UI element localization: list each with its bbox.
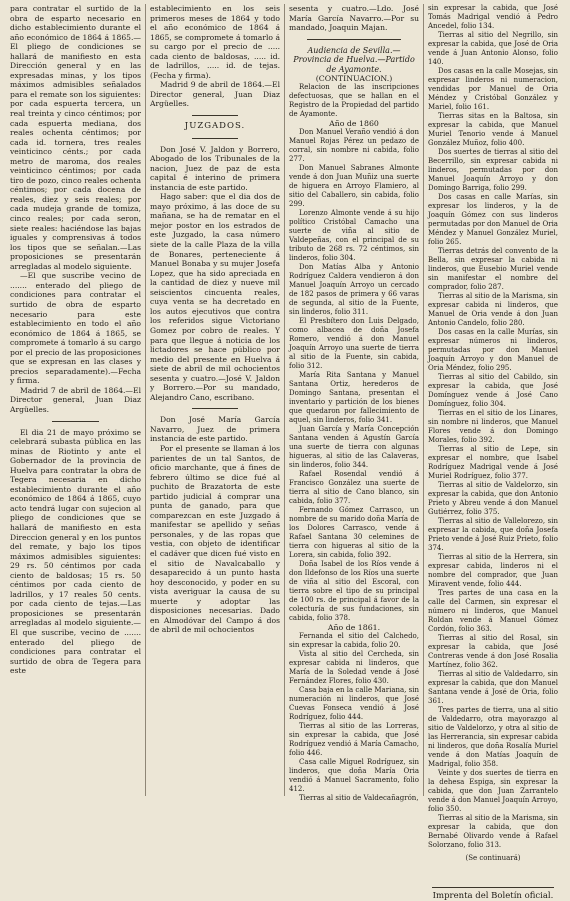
registry-entry: Dos casas en la calle Mosejas, sin expresar linderos ni numeracion, vendidas por Manuel de Oria Méndez y Cristóbal González y Mariel, folio 161.	[428, 67, 558, 111]
column-2	[145, 4, 284, 796]
registry-entry: Veinte y dos suertes de tierra en la dehesa Espiga, sin expresar la cabida, que don Juan Zarrantelo vende á don Manuel Joaquín Arroyo, folio 350.	[428, 769, 558, 813]
registry-entry: Casa baja en la calle Mariana, sin numeración ni linderos, que José Cuevas Fonseca vendió á José Rodríguez, folio 444.	[289, 686, 419, 721]
column-3	[284, 4, 423, 802]
registry-entry: María Rita Santana y Manuel Santana Ortiz, herederos de Domingo Santana, presentan el inventario y partición de los bienes que quedaron por fallecimiento de aquel, sin linderos, folio 341.	[289, 371, 419, 424]
registry-entry: Tres partes de una casa en la calle del Carmen, sin expresar el número ni linderos, que Manuel Roldan vende á Manuel Gómez Cordón, folio 363.	[428, 589, 558, 633]
registry-entry: Juan García y María Concepción Santana venden á Agustín García una suerte de tierra con algunas higueras, al sitio de las Calaveras, sin linderos, folio 344.	[289, 425, 419, 469]
registry-entry: Fernando Gómez Carrasco, un nombre de su marido doña María de los Dolores Carrasco, vende á Rafael Santana 30 celemines de tierra con higueras al sitio de la Lorera, sin cabida, folio 392.	[289, 506, 419, 559]
registry-entry: Casa calle Miguel Rodríguez, sin linderos, que doña María Oria vendió á Manuel Sacramento, folio 412.	[289, 758, 419, 793]
registry-entry: Tierras al sitio de Vallelorezo, sin expresar la cabida, que doña Josefa Prieto vende á José Ruiz Prieto, folio 374.	[428, 517, 558, 552]
column-4	[423, 4, 562, 901]
divider	[432, 887, 554, 888]
registry-intro: Relacion de las inscripciones defectuosas, que se hallan en el Registro de la Propiedad del partido de Ayamonte.	[289, 83, 419, 118]
notice-tegera-signature: Madrid 9 de abril de 1864.—El Director general, Juan Diaz Argüelles.	[150, 80, 280, 109]
divider	[192, 115, 238, 116]
continuation-label: (CONTINUACION.)	[315, 74, 393, 83]
edict-jaldon-text: Hago saber: que el dia dos de mayo próximo, á las doce de su mañana, se ha de rematar en el mejor postor en los estrados de este Juzgado, la casa número siete de la calle Plaza de la villa de Bonares, perteneciente á Manuel Bonaba y su mujer Josefa Lopez, que ha sido apreciada en la cantidad de diez y nueve mil seiscientos cincuenta reales, cuya venta se ha decretado en los autos ejecutivos que contra los referidos sigue Victoriano Gomez por cobro de reales. Y para que llegue á noticia de los lictadores se hace público por medio del presente en Huelva á siete de abril de mil ochocientos sesenta y cuatro.—José V. Jaldon y Borrero.—Por su mandado, Alejandro Cano, escribano.	[150, 192, 280, 402]
registry-entry: Doña Isabel de los Ríos vende á don Ildefonso de los Ríos una suerte de viña al sitio del Escoral, con tierra sobre el tipo de su principal de 100 rs. de principal á favor de la colecturía de sus fundaciones, sin cabida, folio 378.	[289, 560, 419, 622]
continuation-note: (Se continuará)	[465, 854, 521, 862]
notice-tegera-continued: establecimiento en los seis primeros meses de 1864 y todo el año económico de 1864 á 1865, se compromete á tomarlo á su cargo por el precio de ..... cada ciento de baldosas, ..... id. de ladrillos, ..... id. de tejas. (Fecha y firma).	[150, 4, 280, 80]
registry-entry: Dos casas en la calle Murías, sin expresar números ni linderos, permutadas por don Manuel Joaquín Arroyo y don Manuel de Oria Méndez, folio 295.	[428, 328, 558, 372]
edict-garcia-header: Don José María García Navarro, Juez de primera instancia de este partido.	[150, 415, 280, 444]
year-1860: Año de 1860	[329, 119, 379, 128]
registry-entry: Vista al sitio del Cercheda, sin expresar cabida ni linderos, que María de la Soledad vende á José Fernández Flores, folio 430.	[289, 650, 419, 685]
registry-entry: El Presbítero don Luis Delgado, como albacea de doña Josefa Romero, vendió á don Manuel Joaquín Arroyo una suerte de tierra al sitio de la Fuente, sin cabida, folio 312.	[289, 317, 419, 370]
divider	[192, 408, 238, 409]
registry-entry: Fernanda el sitio del Calchedo, sin expresar la cabida, folio 20.	[289, 632, 419, 649]
year-1861: Año de 1861.	[327, 623, 381, 632]
registry-entry: Tierras al sitio de la Herrera, sin expresar cabida, linderos ni el nombre del comprador, que Juan Miravent vende, folio 444.	[428, 553, 558, 588]
divider	[307, 39, 401, 40]
notice-esparto-signature: Madrid 7 de abril de 1864.—El Director general, Juan Diaz Argüelles.	[10, 385, 141, 414]
registry-entry: Tres partes de tierra, una al sitio de Valdedarro, otra mayorazgo al sitio de Valdelorzo, y otra al sitio de las Herrerancia, sin expresar cabida ni linderos, que doña Rosalía Muriel vende á don Matías Joaquín de Madrigal, folio 358.	[428, 706, 558, 768]
edict-garcia-text: Por el presente se llaman á los parientes de un tal Santos, de oficio marchante, que á fines de febrero último se dice fué al puchito de Brazatorta de este partido judicial á comprar una punta de ganado, para que comparezcan en este Juzgado á manifestar se apellido y señas personales, y de las ropas que vestia, con objeto de identificar el cadáver que dicen fué visto en el sitio de Navalcaballo y desaparecido á un punto hasta hoy desconocido, y poder en su vista averiguar la causa de su muerte y adoptar las disposiciones necesarias. Dado en Almodóvar del Campo á dos de abril de mil ochocientos	[150, 443, 280, 635]
notice-esparto-model: —El que suscribe vecino de ....... enterado del pliego de condiciones para contratar el surtido de obra de esparto necesario para este establecimiento en todo el año económico de 1864 á 1865, se compromete á tomarlo á su cargo por el precio de las proposiciones que se expresan en las clases y precios separadamente).—Fecha y firma.	[10, 271, 141, 386]
edict-garcia-end: sesenta y cuatro.—Ldo. José María García Navarro.—Por su mandado, Joaquin Majan.	[289, 4, 419, 32]
registry-entry: Tierras al sitio de Lepe, sin expresar el nombre, que Isabel Rodríguez Madrigal vende á José Muriel Rodríguez, folio 377.	[428, 445, 558, 480]
registry-entry: Tierras en el sitio de los Linares, sin nombre ni linderos, que Manuel Flores vende á don Domingo Morales, folio 392.	[428, 409, 558, 444]
registry-heading: Audiencia de Sevilla.—Provincia de Huelva.—Partido de Ayamonte.	[293, 45, 415, 74]
registry-entry: Tierras al sitio del Rosal, sin expresar la cabida, que José Contreras vende á don José Rosalia Martínez, folio 362.	[428, 634, 558, 669]
registry-entry: Tierras al sitio del Cabildo, sin expresar la cabida, que José Domínguez vende á José Cano Domínguez, folio 304.	[428, 373, 558, 408]
divider	[52, 421, 99, 422]
registry-entry: sin expresar la cabida, que José Tomás Madrigal vendió á Pedro Ancedel, folio 134.	[428, 4, 558, 30]
column-1	[6, 4, 145, 796]
registry-entry: Rafael Rosendal vendió á Francisco González una suerte de tierra al sitio de Cano blanco, sin cabida, folio 377.	[289, 470, 419, 505]
registry-entry: Tierras al sitio de Valdedarro, sin expresar la cabida, que don Manuel Santana vende á José de Oria, folio 361.	[428, 670, 558, 705]
registry-entry: Dos casas en calle Marías, sin expresar los linderos, y la de Joaquín Gómez con sus linderos permutadas por don Manuel de Oria Méndez y Manuel González Muriel, folio 265.	[428, 193, 558, 246]
divider	[192, 138, 238, 139]
imprenta-footer: Imprenta del Boletín oficial.	[432, 891, 554, 901]
registry-entry: Don Matías Alba y Antonio Rodríguez Caldera vendieron á don Manuel Joaquín Arroyo un cercado de 182 pasos de primera y 66 varas de segunda, al sitio de la Fuente, sin linderos, folio 311.	[289, 263, 419, 316]
registry-entry: Tierras sitas en la Baltosa, sin expresar la cabida, que Manuel Muriel Tenorio vende á Manuel González Muñoz, folio 400.	[428, 112, 558, 147]
registry-entry: Tierras al sitio del Negrillo, sin expresar la cabida, que José de Oria vende á Juan Antonio Alonso, folio 140.	[428, 31, 558, 66]
registry-entry: Tierras al sitio de Valdecañagrón,	[299, 794, 419, 802]
registry-entry: Don Manuel Sabranes Almonte vende á don Juan Muñiz una suerte de higuera en Arroyo Flamiero, al sitio del Caballero, sin cabida, folio 299.	[289, 164, 419, 208]
section-title-juzgados: JUZGADOS.	[184, 121, 246, 132]
registry-entry: Tierras al sitio de Valdelorzo, sin expresar la cabida, que don Antonio Prieto y Abreu vende á don Manuel Gutiérrez, folio 375.	[428, 481, 558, 516]
registry-entry: Tierras detrás del convento de la Bella, sin expresar la cabida ni linderos, que Eusebio Muriel vende sin manifestar el nombre del comprador, folio 287.	[428, 247, 558, 291]
notice-tegera-text: El dia 21 de mayo próximo se celebrará subasta pública en las minas de Riotinto y ante el Gobernador de la provincia de Huelva para contratar la obra de Tegera necesaria en dicho establecimiento durante el año económico de 1864 á 1865, cuyo acto tendrá lugar con sujecion al pliego de condiciones que se hallará de manifiesto en esta Direccion general y en los puntos del remate, y bajo los tipos máximos admisibles siguientes: 29 rs. 50 céntimos por cada ciento de baldosas; 15 rs. 50 céntimos por cada ciento de ladrillos, y 17 reales 50 cents. por cada ciento de tejas.—Las proposiciones se presentarán arregladas al modelo siguiente.—El que suscribe, vecino de ....... enterado del pliego de condiciones para contratar el surtido de obra de Tegera para este	[10, 427, 141, 676]
registry-entry: Tierras al sitio de la Marisma, sin expresar cabida ni linderos, que Manuel de Oria vende á don Juan Antonio Candelo, folio 280.	[428, 292, 558, 327]
registry-entry: Don Manuel Veraño vendió á don Manuel Rojas Pérez un pedazo de corral, sin nombre ni cabida, folio 277.	[289, 128, 419, 163]
registry-entry: Lorenzo Almonte vende á su hijo político Cristóbal Camacho una suerte de viña al sitio de Valdepeñas, con el principal de su tributo de 268 rs. 72 céntimos, sin linderos, folio 304.	[289, 209, 419, 262]
edict-jaldon-header: Don José V. Jaldon y Borrero, Abogado de los Tribunales de la nacion, Juez de paz de esta capital é interino de primera instancia de este partido.	[150, 144, 280, 192]
registry-entry: Dos suertes de tierras al sitio del Becerrillo, sin expresar cabida ni linderos, permutadas por don Manuel Joaquín Arroyo y don Domingo Barriga, folio 299.	[428, 148, 558, 192]
registry-entry: Tierras al sitio de la Marisma, sin expresar la cabida, que don Bernabé Olivardo vende á Rafael Solorzano, folio 313.	[428, 814, 558, 849]
notice-esparto-text: para contratar el surtido de la obra de esparto necesario en dicho establecimiento durante el año económico de 1864 á 1865.—El pliego de condiciones se hallará de manifiesto en esta Dirección general y en las expresadas minas, y los tipos máximos admisibles señalados para el remate son los siguientes: por cada espuerta tercera, un real treinta y cinco céntimos; por cada espuerta mediana, dos reales ochenta céntimos; por cada id. tornera, tres reales veinticinco cénts.; por cada metro de maroma, dos reales veinticinco céntimos; por cada tiro de pozo, cinco reales ochenta céntimos; por cada docena de reales, diez y seis reales; por cada mudeja grande de tomiza, cinco reales; por cada seron, siete reales: haciéndose las bajas iguales y comprensivas á todos los tipos que se señalan.—Las proposiciones se presentarán arregladas al modelo siguiente.	[10, 4, 141, 271]
registry-entry: Tierras al sitio de las Lorreras, sin expresar la cabida, que José Rodríguez vendió á María Camacho, folio 446.	[289, 722, 419, 757]
